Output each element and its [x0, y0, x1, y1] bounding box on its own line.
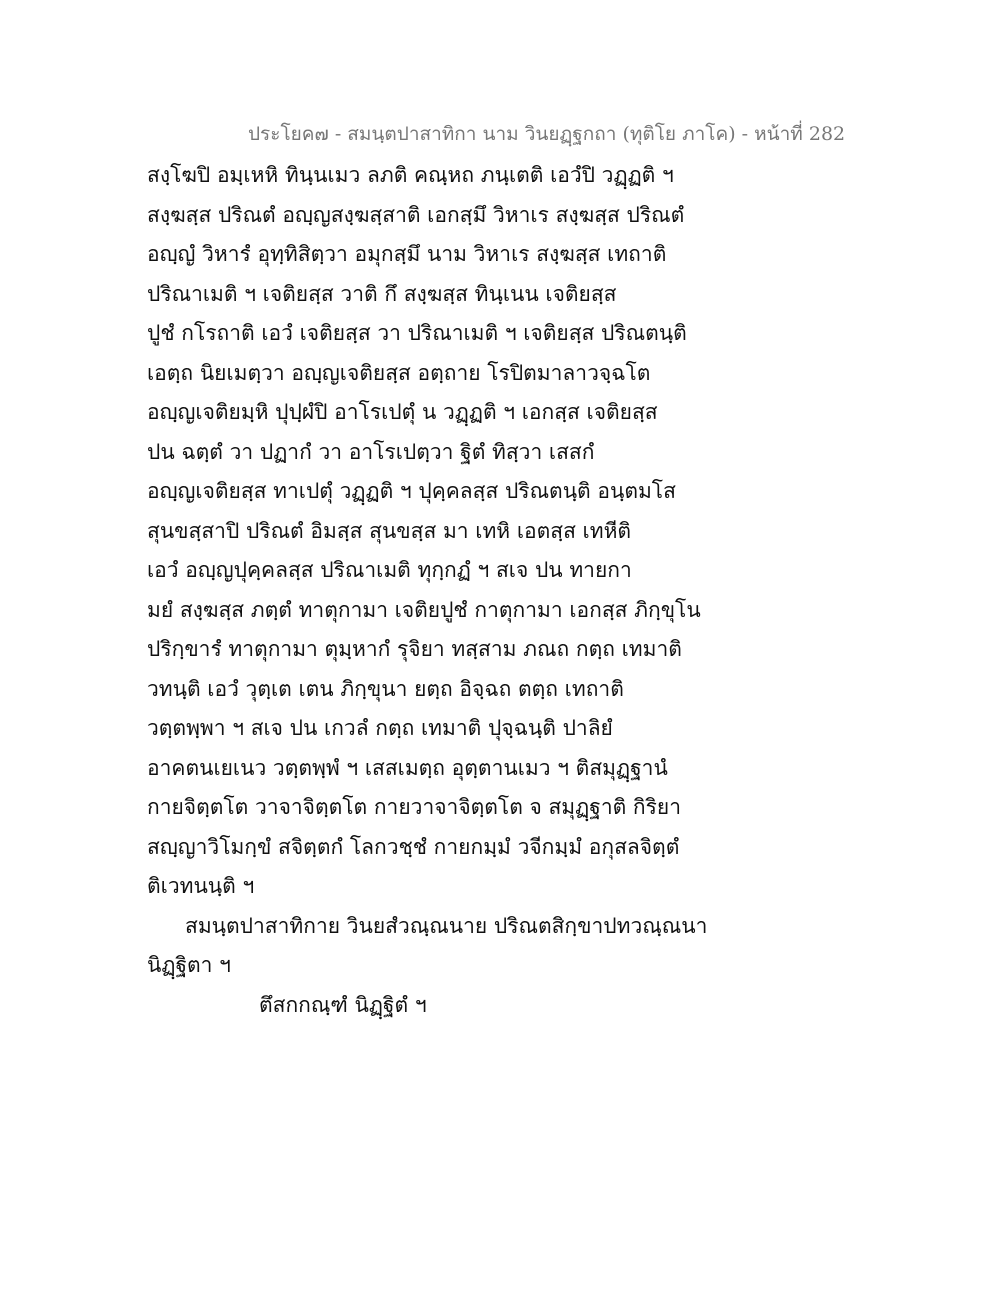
- text-line: ปูชํ กโรถาติ เอวํ เจติยสฺส วา ปริณาเมติ ฯ เจติยสฺส ปริณตนฺติ: [147, 321, 687, 345]
- text-line: อาคตนเยเนว วตฺตพฺพํ ฯ เสสเมตฺถ อุตฺตานเมว ฯ ติสมุฏฺฐานํ: [147, 755, 668, 780]
- text-line: อญฺญเจติยสฺส ทาเปตุํ วฏฺฏติ ฯ ปุคฺคลสฺส ปริณตนฺติ อนฺตมโส: [147, 479, 676, 503]
- text-line: อญฺญํ วิหารํ อุทฺทิสิตฺวา อมุกสฺมึ นาม วิหาเร สงฺฆสฺส เทถาติ: [147, 242, 667, 266]
- text-line: ติเวทนนฺติ ฯ: [147, 874, 255, 898]
- paragraph-line: นิฏฺฐิตา ฯ: [147, 953, 231, 977]
- text-line: เอตฺถ นิยเมตฺวา อญฺญเจติยสฺส อตฺถาย โรปิตมาลาวจฺฉโต: [147, 360, 651, 385]
- closing-line: ตึสกกณฺฑํ นิฏฺฐิตํ ฯ: [259, 992, 427, 1017]
- text-line: สุนขสฺสาปิ ปริณตํ อิมสฺส สุนขสฺส มา เทหิ เอตสฺส เทหีติ: [147, 518, 632, 543]
- text-line: ปน ฉตฺตํ วา ปฏากํ วา อาโรเปตฺวา ฐิตํ ทิสฺวา เสสกํ: [147, 439, 595, 464]
- text-line: วตฺตพฺพา ฯ สเจ ปน เกวลํ กตฺถ เทมาติ ปุจฺฉนฺติ ปาลิยํ: [147, 716, 613, 740]
- page-header: ประโยค๗ - สมนฺตปาสาทิกา นาม วินยฏฺฐกถา (ทุติโย ภาโค) - หน้าที่ 282: [248, 123, 846, 145]
- text-line: อญฺญเจติยมฺหิ ปุปฺผํปิ อาโรเปตุํ น วฏฺฏติ ฯ เอกสฺส เจติยสฺส: [147, 400, 658, 424]
- text-line: วทนฺติ เอวํ วุตฺเต เตน ภิกฺขุนา ยตฺถ อิจฺฉถ ตตฺถ เทถาติ: [147, 676, 624, 701]
- text-line: มยํ สงฺฆสฺส ภตฺตํ ทาตุกามา เจติยปูชํ กาตุกามา เอกสฺส ภิกฺขุโน: [147, 597, 701, 622]
- text-line: สงฺโฆปิ อมฺเหหิ ทินฺนเมว ลภติ คณฺหถ ภนฺเตติ เอวํปิ วฏฺฏติ ฯ: [147, 163, 674, 187]
- paragraph-line: สมนฺตปาสาทิกาย วินยสํวณฺณนาย ปริณตสิกฺขาปทวณฺณนา: [185, 913, 707, 938]
- text-line: สงฺฆสฺส ปริณตํ อญฺญสงฺฆสฺสาติ เอกสฺมึ วิหาเร สงฺฆสฺส ปริณตํ: [147, 202, 685, 227]
- text-line: เอวํ อญฺญปุคฺคลสฺส ปริณาเมติ ทุกฺกฏํ ฯ สเจ ปน ทายกา: [147, 558, 632, 582]
- text-line: สญฺญาวิโมกฺขํ สจิตฺตกํ โลกวชฺชํ กายกมฺมํ วจีกมฺมํ อกุสลจิตฺตํ: [147, 834, 680, 859]
- body-text: [147, 156, 707, 1025]
- text-line: ปริกฺขารํ ทาตุกามา ตุมฺหากํ รุจิยา ทสฺสาม ภณถ กตฺถ เทมาติ: [147, 637, 682, 661]
- text-line: ปริณาเมติ ฯ เจติยสฺส วาติ กึ สงฺฆสฺส ทินฺเนน เจติยสฺส: [147, 281, 617, 306]
- text-line: กายจิตฺตโต วาจาจิตฺตโต กายวาจาจิตฺตโต จ สมุฏฺฐาติ กิริยา: [147, 795, 682, 819]
